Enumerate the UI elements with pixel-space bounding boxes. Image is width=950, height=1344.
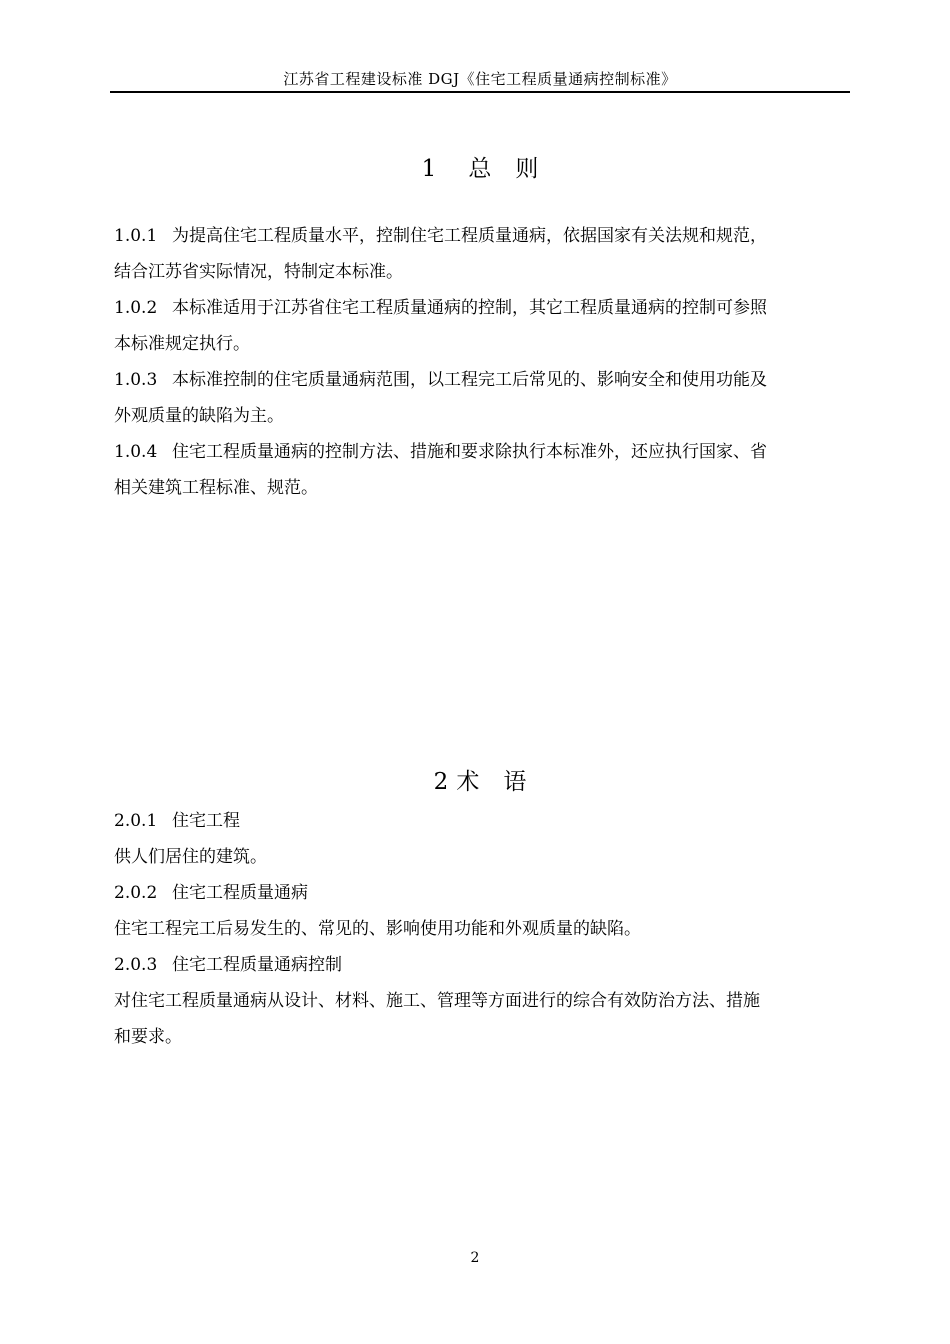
definition-line2: 和要求。 [114,1027,182,1047]
clause-text-line1: 为提高住宅工程质量水平，控制住宅工程质量通病，依据国家有关法规和规范， [172,226,767,246]
clause-1-0-2 [114,290,848,362]
section-1-title [110,150,850,183]
term-number: 2.0.2 [114,883,158,903]
term-name: 住宅工程 [172,811,240,831]
section-2-terms [114,803,848,1055]
section-1-title-char2: 则 [515,156,539,182]
clause-text-line2: 结合江苏省实际情况，特制定本标准。 [114,262,403,282]
term-2-0-1-heading [114,803,848,839]
clause-text-line1: 本标准控制的住宅质量通病范围，以工程完工后常见的、影响安全和使用功能及 [172,370,767,390]
clause-number: 1.0.1 [114,226,158,246]
term-name: 住宅工程质量通病 [172,883,308,903]
term-2-0-3-heading [114,947,848,983]
term-number: 2.0.3 [114,955,158,975]
term-name: 住宅工程质量通病控制 [172,955,342,975]
clause-1-0-1 [114,218,848,290]
section-2-title-char2: 语 [503,769,527,795]
term-2-0-1-definition: 供人们居住的建筑。 [114,847,267,867]
term-2-0-3-definition [114,983,848,1055]
clause-1-0-3 [114,362,848,434]
clause-text-line2: 外观质量的缺陷为主。 [114,406,284,426]
page-number: 2 [470,1250,480,1266]
clause-number: 1.0.3 [114,370,158,390]
running-header: 江苏省工程建设标准 DGJ《住宅工程质量通病控制标准》 [283,70,677,88]
clause-text-line2: 本标准规定执行。 [114,334,250,354]
clause-text-line1: 住宅工程质量通病的控制方法、措施和要求除执行本标准外，还应执行国家、省 [172,442,767,462]
clause-text-line2: 相关建筑工程标准、规范。 [114,478,318,498]
term-2-0-2-heading [114,875,848,911]
clause-text-line1: 本标准适用于江苏省住宅工程质量通病的控制，其它工程质量通病的控制可参照 [172,298,767,318]
clause-number: 1.0.4 [114,442,158,462]
section-2-number: 2 [433,769,449,795]
term-2-0-2-definition: 住宅工程完工后易发生的、常见的、影响使用功能和外观质量的缺陷。 [114,919,641,939]
section-1-number: 1 [421,156,437,182]
section-2-title [110,763,850,796]
section-1-title-char1: 总 [468,156,492,182]
section-2-title-char1: 术 [456,769,480,795]
clause-number: 1.0.2 [114,298,158,318]
definition-line1: 对住宅工程质量通病从设计、材料、施工、管理等方面进行的综合有效防治方法、措施 [114,991,760,1011]
header-rule [110,91,850,93]
section-1-clauses [114,218,848,506]
clause-1-0-4 [114,434,848,506]
term-number: 2.0.1 [114,811,158,831]
